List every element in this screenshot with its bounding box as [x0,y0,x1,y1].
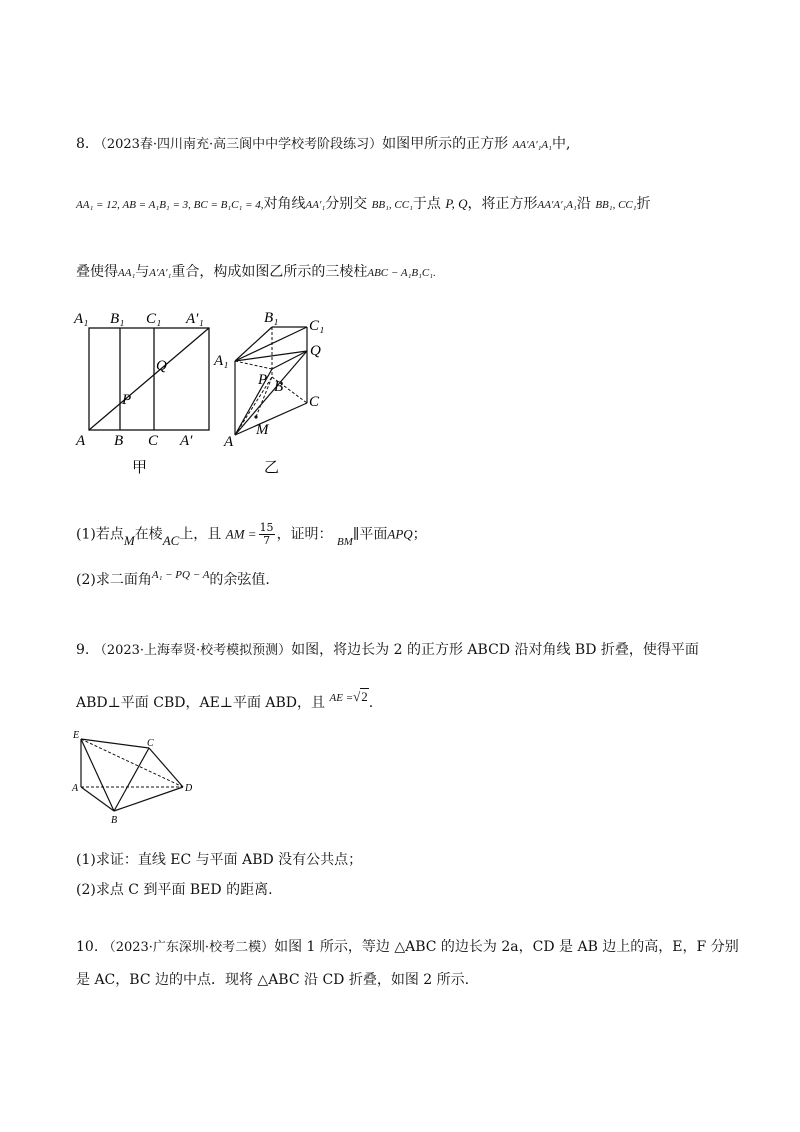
yi-label-a1: A₁ [214,353,229,369]
q8-p2-b: 的余弦值. [209,572,270,588]
yi-label-q: Q [310,343,321,359]
q8-points: P, Q [445,196,468,211]
jia-label-a1: A₁ [74,311,89,327]
q9-sqrt: √2 [353,689,368,704]
q8-p1-f: ； [412,526,427,543]
q9-line-2-text: ABD⊥平面 CBD，AE⊥平面 ABD，且 [76,695,326,711]
q8-line-3 [76,262,436,283]
q8-number: 8. [76,136,90,152]
figure-jia [70,305,220,480]
yi-line-a1p [235,361,272,369]
q8-p1-bm: BM [337,535,353,548]
jia-label-a: A [76,433,86,449]
q8-intro: 如图甲所示的正方形 [382,136,509,152]
q10-number: 10. [76,939,99,955]
jia-label-c1: C₁ [146,311,162,327]
q10-line-2: 是 AC，BC 边的中点．现将 △ABC 沿 CD 折叠，如图 2 所示. [76,972,470,988]
q8-p1-m: M [123,532,135,548]
yi-label-p: P [258,372,268,388]
q9-label-a: A [72,783,79,794]
q8-p1-am: AM = [225,526,257,542]
q9-edge-eb [81,739,114,811]
q9-label-d: D [185,783,193,794]
q8-p1-fraction [259,522,275,547]
yi-point-m [254,415,257,418]
q8-source: （2023春·四川南充·高三阆中中学校考阶段练习） [93,137,383,152]
figure-jia-svg [70,305,220,480]
q8-square-name-2: AA′A′₁A₁ [537,199,577,211]
q8-line3-a: 叠使得 [76,264,118,280]
figure-q9-svg [66,726,206,826]
q8-along-text: 沿 [576,196,591,212]
q8-part1 [76,522,427,547]
q8-meet-text: 分别交 [325,196,368,212]
jia-diagonal [89,328,209,430]
jia-label-b: B [114,433,124,449]
q8-diag-text: 对角线 [263,196,306,212]
q8-at-text: 于点 [412,196,441,212]
figure-yi-svg [210,305,360,480]
q8-zhong: 中, [551,136,571,152]
q8-line3-b: 重合，构成如图乙所示的三棱柱 [171,264,368,280]
q8-p1-ac: AC [162,532,180,548]
q9-ae: AE = [329,692,354,704]
q8-seg2: A′A′₁ [149,267,172,279]
yi-edge-a1b1 [235,327,272,361]
q8-fold-text: ，将正方形 [467,196,538,212]
q8-line-2 [76,194,651,215]
q9-source: （2023·上海奉贤·校考模拟预测） [93,643,292,658]
q8-diag: AA′₁ [305,199,326,211]
q8-prism: ABC − A₁B₁C₁. [367,267,436,279]
jia-label-a-prime: A′ [180,433,193,449]
q8-seg1: AA₁ [118,267,136,279]
q9-edge-bd [114,787,183,811]
q9-dot: . [368,695,374,711]
figure-q9 [66,726,206,826]
yi-label-b1: B₁ [264,310,279,326]
yi-caption: 乙 [264,458,280,476]
q10-line-1 [76,937,739,958]
q9-part2: (2)求点 C 到平面 BED 的距离. [76,882,273,898]
q8-p1-fraction-den: 7 [263,534,271,547]
q8-given: AA₁ = 12, AB = A₁B₁ = 3, BC = B₁C₁ = 4, [76,199,264,211]
q8-p1-b: 在棱 [134,526,163,543]
yi-label-c: C [309,394,320,410]
q9-label-e: E [73,730,80,741]
q9-line-1 [76,640,699,661]
yi-edge-ac [235,403,307,435]
q8-p1-d: ，证明： [276,526,333,543]
q9-sqrt-num: 2 [361,689,368,704]
jia-label-b1: B₁ [110,311,125,327]
q8-line-1 [76,134,570,155]
q8-p1-fraction-num: 15 [259,521,274,534]
q10-line-1-text: 如图 1 所示，等边 △ABC 的边长为 2a，CD 是 AB 边上的高，E，F 分别 [274,939,739,955]
yi-label-b: B [274,379,284,395]
q8-p1-c: 上，且 [179,526,222,543]
q10-source: （2023·广东深圳·校考二模） [102,940,275,955]
q8-p1-apq: APQ [387,526,413,542]
q8-p2-angle: A₁ − PQ − A [151,569,210,581]
yi-label-m: M [256,422,269,438]
q9-edge-cd [149,748,183,787]
q8-edges: BB₁, CC₁ [371,199,413,211]
q8-zhe: 折 [636,196,651,212]
jia-label-a1-prime: A′₁ [186,311,204,327]
q9-part1: (1)求证：直线 EC 与平面 ABD 没有公共点； [76,852,363,868]
jia-caption: 甲 [132,458,148,476]
yi-label-c1: C₁ [309,318,325,334]
q8-part2 [76,570,270,591]
jia-label-p: P [122,392,132,408]
q8-square-name: AA′A′₁A₁ [512,139,552,151]
figure-yi [210,305,360,480]
q8-with: 与 [135,264,150,280]
q9-number: 9. [76,642,90,658]
q9-line-2 [76,689,374,714]
q9-label-c: C [147,738,154,749]
yi-label-a: A [224,434,234,450]
q8-p1-e: ∥平面 [352,526,388,543]
q8-edges-2: BB₁, CC₁ [595,199,637,211]
q9-line-1-text: 如图，将边长为 2 的正方形 ABCD 沿对角线 BD 折叠，使得平面 [291,642,699,658]
q8-p1-a: (1)若点 [76,526,124,543]
q8-p2-a: (2)求二面角 [76,572,152,588]
jia-label-q: Q [156,358,167,374]
jia-label-c: C [148,433,159,449]
q9-label-b: B [111,815,118,826]
